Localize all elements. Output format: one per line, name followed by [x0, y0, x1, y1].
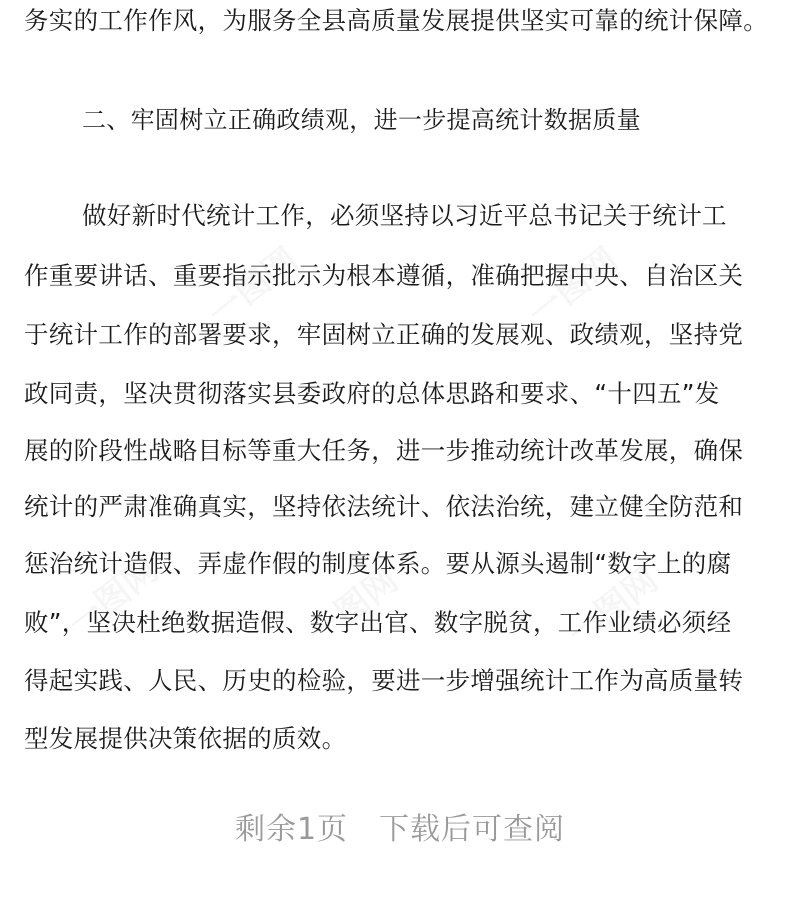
remaining-pages-link[interactable]: 剩余1页 下载后可查阅: [234, 812, 566, 847]
paragraph-line: 得起实践、人民、历史的检验，要进一步增强统计工作为高质量转: [24, 666, 744, 695]
paragraph-line: 作重要讲话、重要指示批示为根本遵循，准确把握中央、自治区关: [24, 261, 744, 290]
document-text-line: 务实的工作作风，为服务全县高质量发展提供坚实可靠的统计保障。: [24, 6, 768, 35]
paragraph-line: 惩治统计造假、弄虚作假的制度体系。要从源头遏制“数字上的腐: [24, 549, 732, 578]
section-heading: 二、牢固树立正确政绩观，进一步提高统计数据质量: [82, 106, 641, 134]
paragraph-line: 展的阶段性战略目标等重大任务，进一步推动统计改革发展，确保: [24, 436, 744, 465]
paragraph-line: 做好新时代统计工作，必须坚持以习近平总书记关于统计工: [82, 201, 727, 230]
paragraph-line: 于统计工作的部署要求，牢固树立正确的发展观、政绩观，坚持党: [24, 320, 744, 349]
paragraph-line: 政同责，坚决贯彻落实县委政府的总体思路和要求、“十四五”发: [24, 379, 720, 408]
paragraph-line: 败”，坚决杜绝数据造假、数字出官、数字脱贫，工作业绩必须经: [24, 608, 732, 637]
paragraph-line: 统计的严肃准确真实，坚持依法统计、依法治统，建立健全防范和: [24, 492, 744, 521]
paragraph-line: 型发展提供决策依据的质效。: [24, 724, 347, 753]
